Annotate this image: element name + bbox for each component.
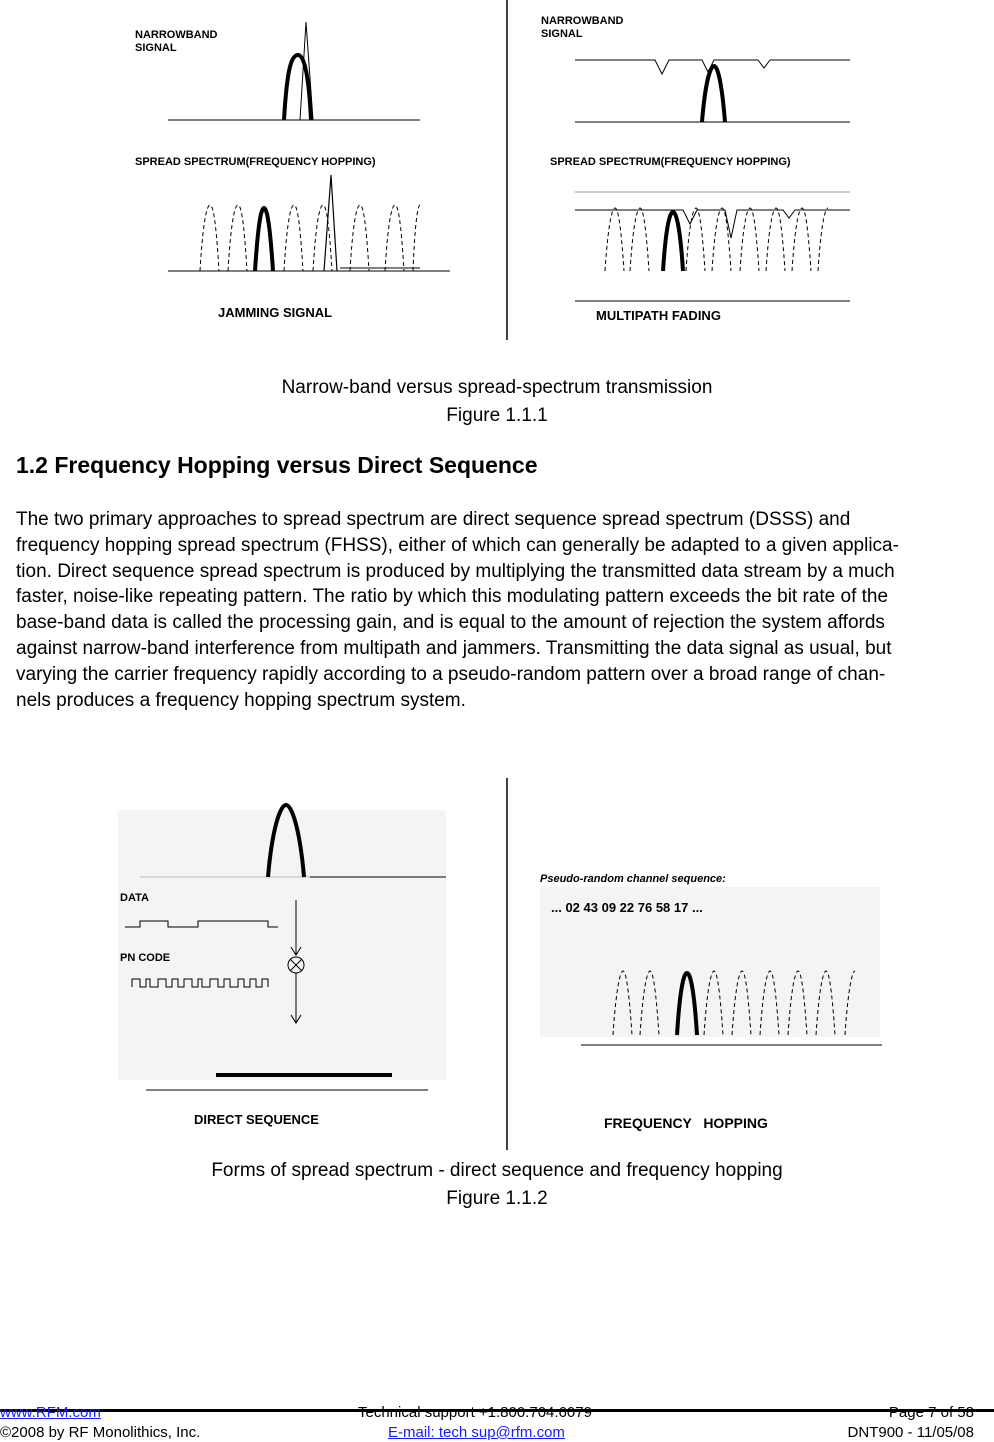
left-bottom-label: JAMMING SIGNAL (218, 305, 333, 320)
left-hop-6 (350, 205, 369, 271)
right-hop-4 (686, 208, 705, 271)
left-narrowband-label-1: NARROWBAND (135, 29, 218, 41)
right-hop-9 (818, 208, 828, 271)
ds-background (118, 810, 446, 1080)
paragraph-line: nels produces a frequency hopping spectrum system. (16, 689, 466, 711)
figure-1-1-2-caption: Forms of spread spectrum - direct sequence and frequency hopping (211, 1160, 783, 1181)
left-hop-4 (284, 205, 303, 271)
footer-support: Technical support +1.800.704.6079 (358, 1404, 592, 1421)
figure-1-1-2 (0, 775, 994, 1155)
footer-copyright: ©2008 by RF Monolithics, Inc. (0, 1424, 201, 1441)
right-narrowband-label-1: NARROWBAND (541, 15, 624, 27)
paragraph-line: varying the carrier frequency rapidly according to a pseudo-random pattern over a broad range of chan- (16, 663, 886, 685)
figure-1-1-1-diagram (0, 0, 994, 345)
left-hop-1 (200, 205, 219, 271)
ds-bottom-label: DIRECT SEQUENCE (194, 1112, 319, 1127)
website-link[interactable]: www.RFM.com (0, 1404, 101, 1421)
left-hop-5 (313, 205, 332, 271)
paragraph-line: base-band data is called the processing gain, and is equal to the amount of rejection the system affords (16, 612, 885, 634)
paragraph-line: The two primary approaches to spread spectrum are direct sequence spread spectrum (DSSS) and (16, 509, 851, 530)
right-hop-8 (792, 208, 811, 271)
left-hop-active (255, 208, 273, 271)
footer-page-number: Page 7 of 58 (888, 1404, 974, 1421)
right-hop-5 (712, 208, 731, 271)
right-hop-channels (605, 208, 828, 271)
section-paragraph (16, 507, 988, 713)
left-spread-label: SPREAD SPECTRUM(FREQUENCY HOPPING) (135, 156, 376, 168)
section-heading: 1.2 Frequency Hopping versus Direct Sequence (16, 452, 538, 478)
left-hop-2 (228, 205, 247, 271)
footer-email[interactable] (388, 1424, 565, 1442)
fh-sequence-prefix: ... 02 43 (551, 900, 602, 915)
right-narrowband-label-2: SIGNAL (541, 28, 583, 40)
fh-sequence-label: Pseudo-random channel sequence: (540, 873, 726, 885)
ds-data-label: DATA (120, 892, 149, 904)
paragraph-line: tion. Direct sequence spread spectrum is produced by multiplying the transmitted data stream by a much (16, 560, 895, 582)
fh-sequence (551, 900, 703, 915)
paragraph-line: faster, noise-like repeating pattern. The ratio by which this modulating pattern exceeds the bit rate of the (16, 586, 889, 608)
right-hop-1 (605, 208, 624, 271)
left-hop-8 (413, 205, 420, 271)
fh-sequence-suffix: 22 76 58 17 ... (616, 900, 703, 915)
fh-sequence-highlight: 09 (601, 900, 617, 915)
right-hop-7 (766, 208, 785, 271)
right-spread-label: SPREAD SPECTRUM(FREQUENCY HOPPING) (550, 156, 791, 168)
left-narrowband-peak (284, 55, 311, 120)
right-hop-6 (740, 208, 759, 271)
right-hop-active (663, 212, 683, 271)
footer-doc-id: DNT900 - 11/05/08 (847, 1424, 974, 1441)
right-hop-2 (630, 208, 649, 271)
footer-website[interactable] (0, 1404, 101, 1422)
fh-bottom-label: FREQUENCY HOPPING (604, 1115, 768, 1131)
figure-1-1-2-diagram (0, 775, 994, 1155)
left-hop-channels (200, 205, 420, 271)
right-bottom-label: MULTIPATH FADING (596, 308, 721, 323)
figure-1-1-1-caption: Narrow-band versus spread-spectrum transmission (281, 377, 713, 398)
ds-pn-label: PN CODE (120, 952, 171, 964)
left-jammer-spike (324, 175, 337, 271)
email-link[interactable]: E-mail: tech sup@rfm.com (388, 1424, 565, 1441)
paragraph-line: against narrow-band interference from multipath and jammers. Transmitting the data signal as usual, but (16, 637, 892, 659)
left-hop-7 (385, 205, 404, 271)
right-fading-line-2 (575, 210, 850, 238)
figure-1-1-1 (0, 0, 994, 345)
paragraph-line: frequency hopping spread spectrum (FHSS), either of which can generally be adapted to a given applica- (16, 534, 899, 556)
figure-1-1-2-number: Figure 1.1.2 (446, 1188, 548, 1209)
right-narrowband-peak (702, 66, 725, 122)
left-narrowband-label-2: SIGNAL (135, 42, 177, 54)
figure-1-1-1-number: Figure 1.1.1 (446, 405, 548, 426)
